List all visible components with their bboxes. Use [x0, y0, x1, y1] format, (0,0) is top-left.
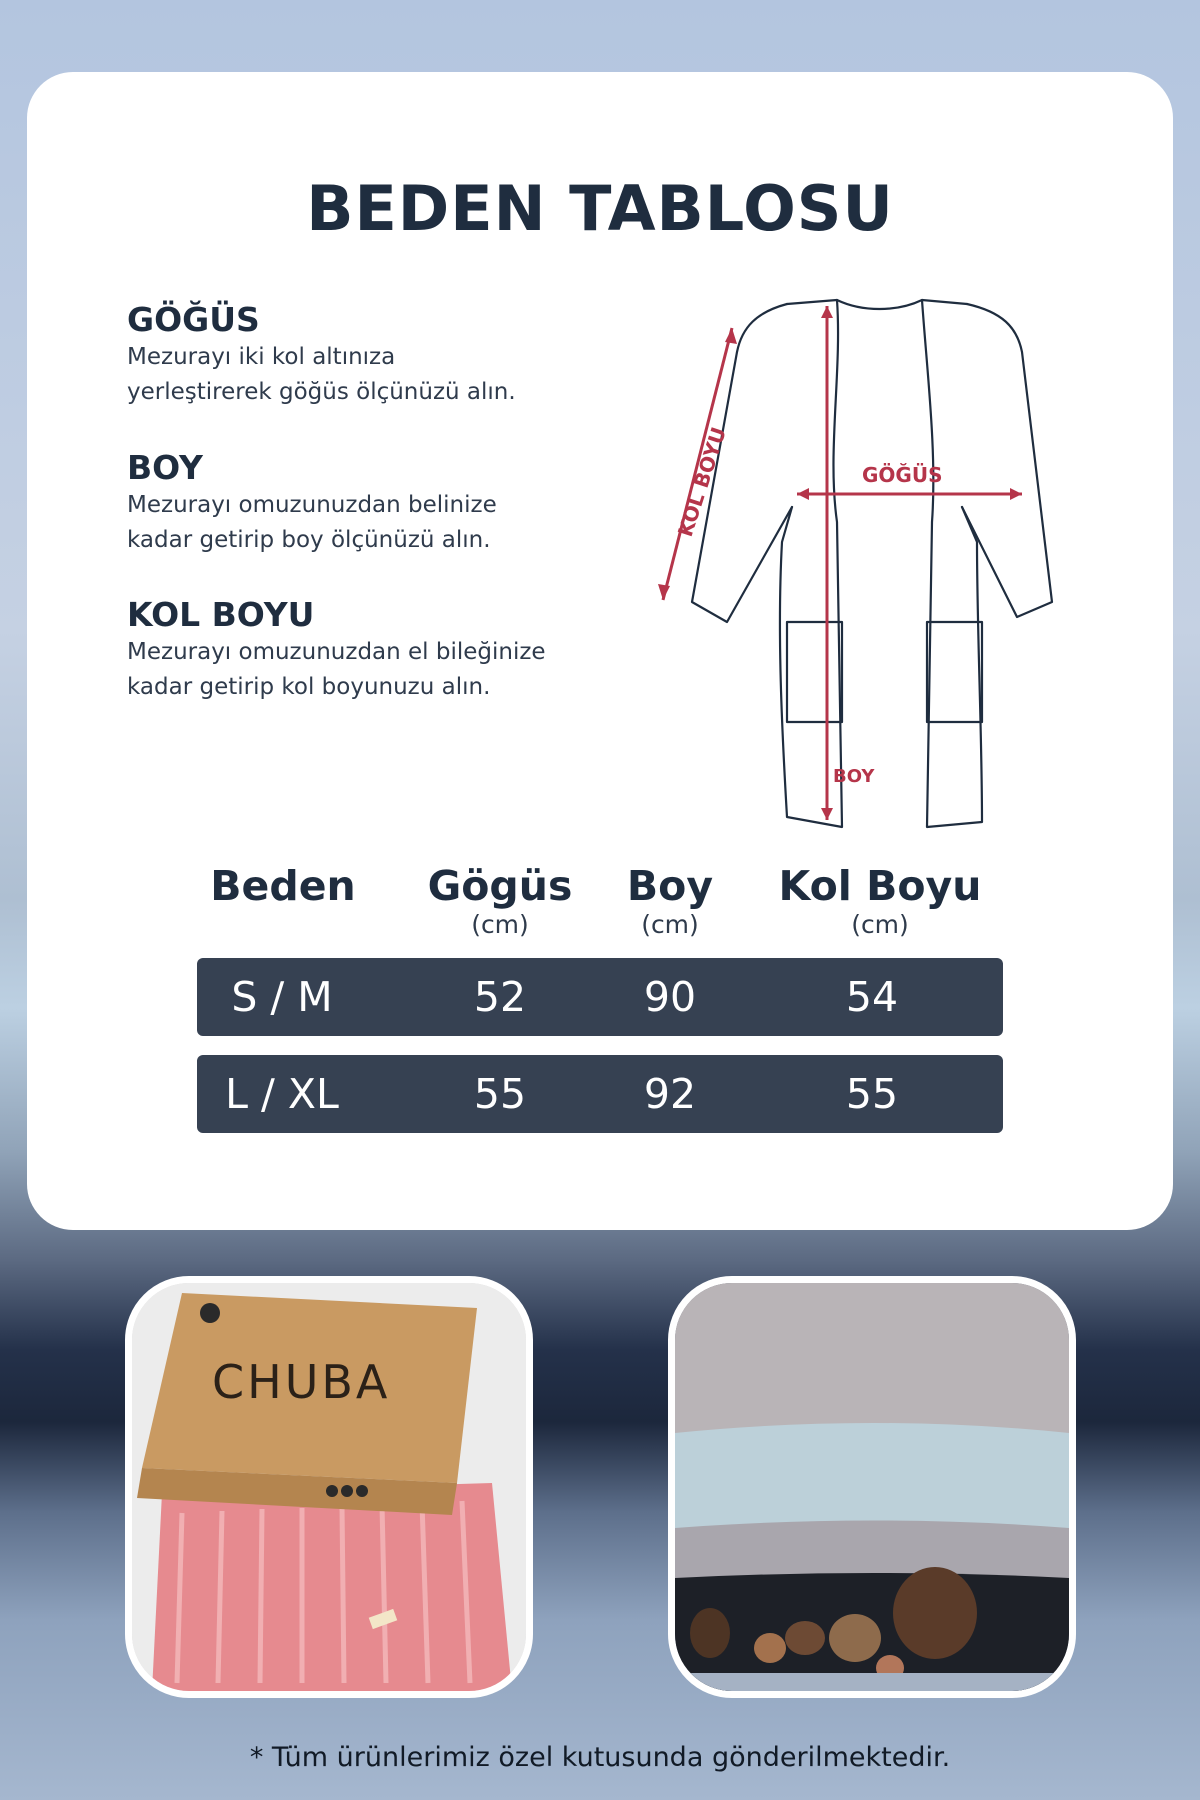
- measure-length: [127, 448, 627, 558]
- header-length-unit: (cm): [641, 910, 699, 939]
- header-chest: [400, 862, 600, 940]
- diagram-label-length: BOY: [833, 766, 875, 787]
- footnote: * Tüm ürünlerimiz özel kutusunda gönderilmektedir.: [249, 1742, 951, 1773]
- measure-sleeve: [127, 595, 627, 705]
- header-sleeve-label: Kol Boyu: [778, 862, 982, 910]
- page-title: BEDEN TABLOSU: [306, 172, 894, 245]
- length-arrow-head-top: [821, 306, 833, 318]
- length-arrow-head-bottom: [821, 808, 833, 820]
- gift-box-illustration: [132, 1283, 526, 1691]
- cell-sleeve: 55: [845, 1070, 899, 1118]
- header-chest-label: Gögüs: [427, 862, 573, 910]
- cell-size: L / XL: [225, 1070, 339, 1118]
- cell-sleeve: 54: [845, 973, 899, 1021]
- measure-chest-heading: GÖĞÜS: [127, 300, 260, 339]
- right-body-outline: [922, 300, 982, 827]
- cell-length: 92: [643, 1070, 697, 1118]
- sleeve-arrow-head-bottom: [658, 584, 670, 600]
- collar-outline: [837, 300, 922, 309]
- knitwear-stack-illustration: [675, 1283, 1069, 1691]
- sleeve-arrow-head-top: [725, 328, 737, 344]
- measure-sleeve-heading: KOL BOYU: [127, 595, 315, 634]
- measure-chest-line2: yerleştirerek göğüs ölçünüzü alın.: [127, 379, 516, 405]
- gift-box-photo: [125, 1276, 533, 1698]
- cell-length: 90: [643, 973, 697, 1021]
- header-size-label: Beden: [210, 862, 356, 910]
- cardigan-diagram: [647, 282, 1147, 842]
- left-pocket: [787, 622, 842, 722]
- right-pocket: [927, 622, 982, 722]
- header-length-label: Boy: [626, 862, 714, 910]
- cell-chest: 55: [473, 1070, 527, 1118]
- measure-sleeve-line1: Mezurayı omuzunuzdan el bileğinize: [127, 639, 546, 665]
- measure-length-line1: Mezurayı omuzunuzdan belinize: [127, 492, 497, 518]
- knitwear-stack-photo: [668, 1276, 1076, 1698]
- table-row: [197, 1055, 1003, 1133]
- measure-length-heading: BOY: [127, 448, 203, 487]
- left-body-outline: [780, 300, 842, 827]
- measure-sleeve-line2: kadar getirip kol boyunuzu alın.: [127, 674, 491, 700]
- diagram-label-chest: GÖĞÜS: [862, 463, 943, 487]
- right-sleeve-outline: [962, 304, 1052, 617]
- cell-size: S / M: [231, 973, 333, 1021]
- header-length: [600, 862, 740, 940]
- chest-arrow-head-left: [797, 488, 809, 500]
- chest-arrow-head-right: [1010, 488, 1022, 500]
- header-sleeve-unit: (cm): [851, 910, 909, 939]
- box-brand-text: CHUBA: [212, 1355, 391, 1409]
- measure-chest: [127, 300, 627, 410]
- measure-length-line2: kadar getirip boy ölçünüzü alın.: [127, 527, 491, 553]
- measure-chest-line1: Mezurayı iki kol altınıza: [127, 344, 396, 370]
- diagram-label-sleeve: KOL BOYU: [672, 424, 731, 540]
- header-sleeve: [760, 862, 1000, 940]
- table-row: [197, 958, 1003, 1036]
- cell-chest: 52: [473, 973, 527, 1021]
- header-chest-unit: (cm): [471, 910, 529, 939]
- header-size: [198, 862, 368, 910]
